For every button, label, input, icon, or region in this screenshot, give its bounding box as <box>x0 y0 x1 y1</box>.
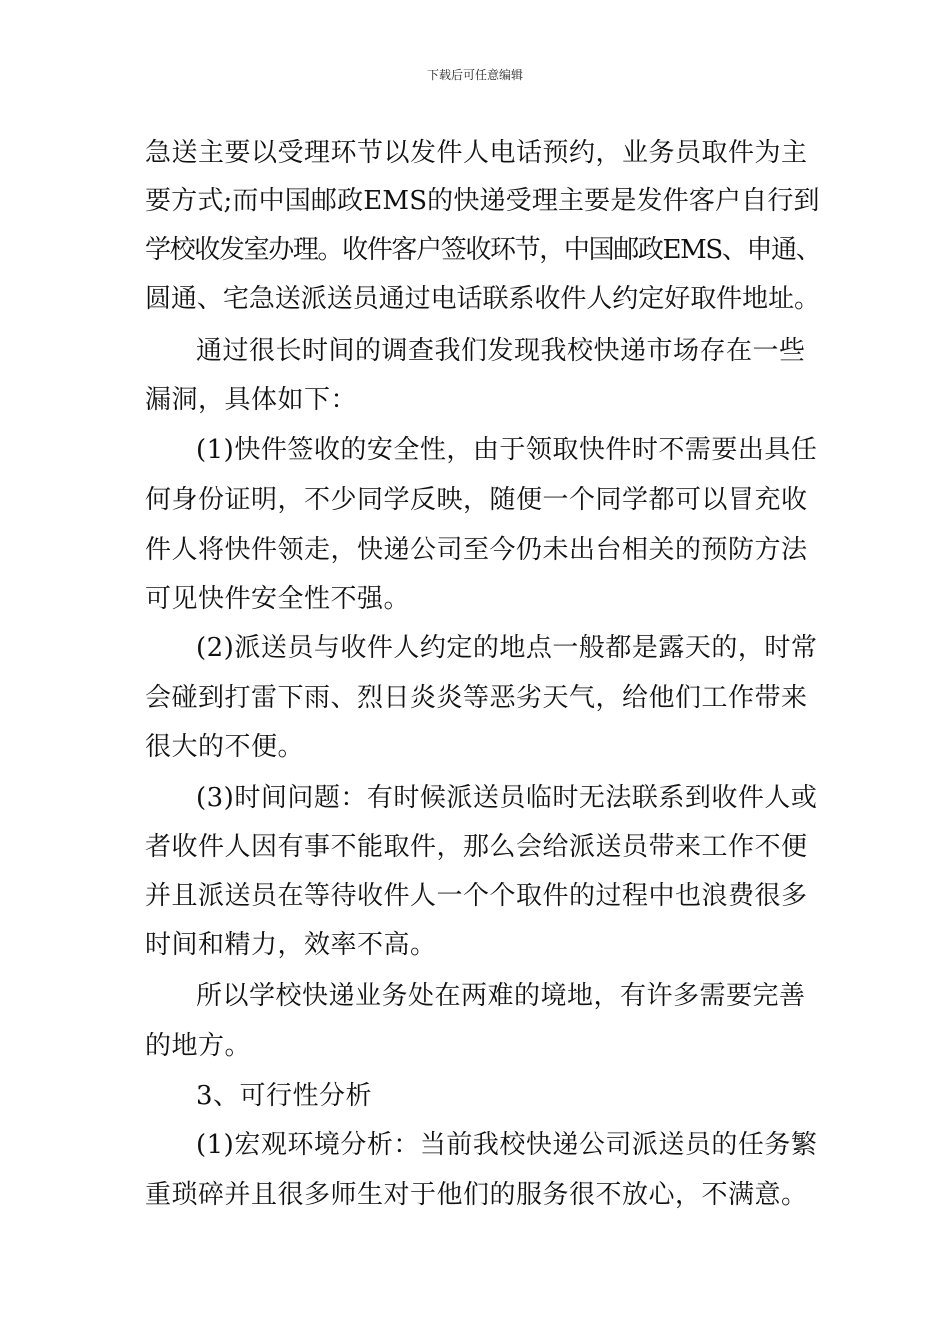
text-line: 重琐碎并且很多师生对于他们的服务很不放心，不满意。 <box>145 1180 808 1210</box>
text-line: 何身份证明，不少同学反映，随便一个同学都可以冒充收 <box>145 485 808 515</box>
text-line: 的地方。 <box>145 1031 252 1061</box>
text-line: 时间和精力，效率不高。 <box>145 930 437 960</box>
text-line: (1)快件签收的安全性，由于领取快件时不需要出具任 <box>196 435 818 465</box>
text-line: 会碰到打雷下雨、烈日炎炎等恶劣天气，给他们工作带来 <box>145 683 808 713</box>
section-heading: 3、可行性分析 <box>196 1081 373 1111</box>
text-line: 所以学校快递业务处在两难的境地，有许多需要完善 <box>196 981 806 1011</box>
text-line: 学校收发室办理。收件客户签收环节，中国邮政EMS、申通、 <box>145 235 821 265</box>
text-line: 通过很长时间的调查我们发现我校快递市场存在一些 <box>196 336 806 366</box>
text-line: (2)派送员与收件人约定的地点一般都是露天的，时常 <box>196 633 818 663</box>
text-line: 圆通、宅急送派送员通过电话联系收件人约定好取件地址。 <box>145 284 821 314</box>
text-line: (3)时间问题：有时候派送员临时无法联系到收件人或 <box>196 783 818 813</box>
text-line: 漏洞，具体如下： <box>145 385 358 415</box>
text-line: 要方式;而中国邮政EMS的快递受理主要是发件客户自行到 <box>145 186 820 216</box>
text-line: 者收件人因有事不能取件，那么会给派送员带来工作不便 <box>145 832 808 862</box>
text-line: 并且派送员在等待收件人一个个取件的过程中也浪费很多 <box>145 881 808 911</box>
text-line: 很大的不便。 <box>145 732 305 762</box>
page-header: 下载后可任意编辑 <box>426 68 523 82</box>
text-line: 件人将快件领走，快递公司至今仍未出台相关的预防方法 <box>145 535 808 565</box>
text-line: 可见快件安全性不强。 <box>145 584 411 614</box>
text-line: 急送主要以受理环节以发件人电话预约，业务员取件为主 <box>145 138 808 168</box>
text-line: (1)宏观环境分析：当前我校快递公司派送员的任务繁 <box>196 1130 818 1160</box>
